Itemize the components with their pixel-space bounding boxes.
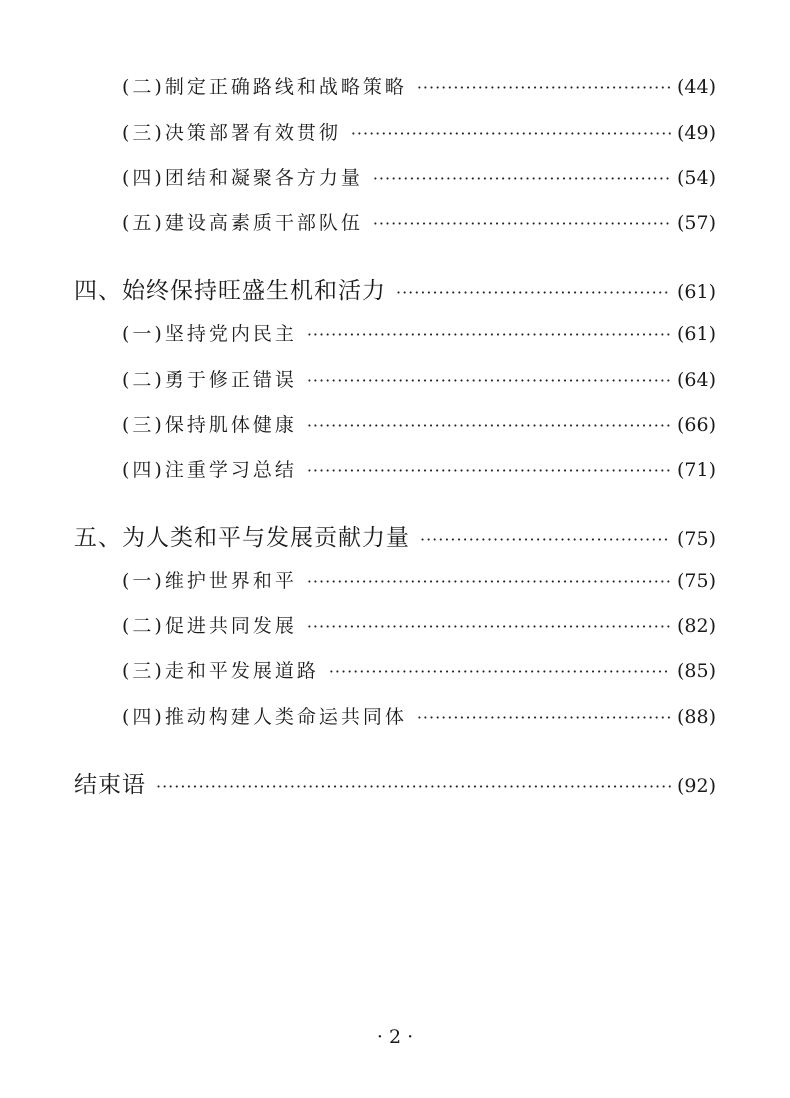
toc-entry-page: (88) <box>676 706 716 728</box>
dot-leader <box>420 530 671 549</box>
toc-entry-page: (44) <box>676 76 716 98</box>
dot-leader <box>329 662 671 681</box>
dot-leader <box>417 78 671 97</box>
toc-entry-title: (一)坚持党内民主 <box>122 323 297 345</box>
toc-entry-title: (三)走和平发展道路 <box>122 660 319 682</box>
dot-leader <box>307 371 671 390</box>
toc-entry[interactable] <box>0 656 790 683</box>
dot-leader <box>307 572 671 591</box>
toc-entry-page: (57) <box>676 212 716 234</box>
dot-leader <box>396 283 671 302</box>
toc-entry-page: (71) <box>676 459 716 481</box>
toc-entry-title: (四)推动构建人类命运共同体 <box>122 706 407 728</box>
dot-leader <box>307 416 671 435</box>
page-number: · 2 · <box>376 1026 414 1048</box>
toc-entry[interactable] <box>0 702 790 729</box>
toc-chapter-title: 五、为人类和平与发展贡献力量 <box>74 525 410 551</box>
toc-entry[interactable] <box>0 118 790 145</box>
toc-entry-page: (54) <box>676 167 716 189</box>
toc-entry-page: (61) <box>676 323 716 345</box>
toc-chapter-page: (75) <box>676 528 716 550</box>
toc-entry-title: (二)制定正确路线和战略策略 <box>122 76 407 98</box>
toc-entry-title: (四)注重学习总结 <box>122 459 297 481</box>
toc-entry[interactable] <box>0 566 790 593</box>
toc-entry-page: (66) <box>676 414 716 436</box>
dot-leader <box>156 777 671 796</box>
toc-entry[interactable] <box>0 410 790 437</box>
toc-entry[interactable] <box>0 455 790 482</box>
toc-entry-title: (二)勇于修正错误 <box>122 369 297 391</box>
toc-entry-title: (三)保持肌体健康 <box>122 414 297 436</box>
toc-entry-page: (75) <box>676 570 716 592</box>
dot-leader <box>307 325 671 344</box>
toc-entry[interactable] <box>0 163 790 190</box>
toc-entry-page: (64) <box>676 369 716 391</box>
toc-entry-page: (49) <box>676 122 716 144</box>
dot-leader <box>307 617 671 636</box>
dot-leader <box>417 708 671 727</box>
toc-chapter-title: 四、始终保持旺盛生机和活力 <box>74 278 386 304</box>
dot-leader <box>351 124 671 143</box>
toc-entry[interactable] <box>0 365 790 392</box>
dot-leader <box>307 461 671 480</box>
toc-entry[interactable] <box>0 208 790 235</box>
dot-leader <box>373 169 671 188</box>
toc-entry[interactable] <box>0 319 790 346</box>
dot-leader <box>373 214 671 233</box>
toc-entry-page: (85) <box>676 660 716 682</box>
toc-chapter-page: (61) <box>676 281 716 303</box>
toc-entry-title: (一)维护世界和平 <box>122 570 297 592</box>
toc-chapter[interactable] <box>0 519 790 552</box>
toc-entry-page: (82) <box>676 615 716 637</box>
toc-entry[interactable] <box>0 611 790 638</box>
toc-chapter-title: 结束语 <box>74 772 146 798</box>
toc-chapter[interactable] <box>0 766 790 799</box>
toc-entry-title: (四)团结和凝聚各方力量 <box>122 167 363 189</box>
toc-chapter-page: (92) <box>676 775 716 797</box>
toc-entry-title: (二)促进共同发展 <box>122 615 297 637</box>
toc-entry-title: (五)建设高素质干部队伍 <box>122 212 363 234</box>
toc-entry[interactable] <box>0 72 790 99</box>
toc-entry-title: (三)决策部署有效贯彻 <box>122 122 341 144</box>
toc-chapter[interactable] <box>0 272 790 305</box>
